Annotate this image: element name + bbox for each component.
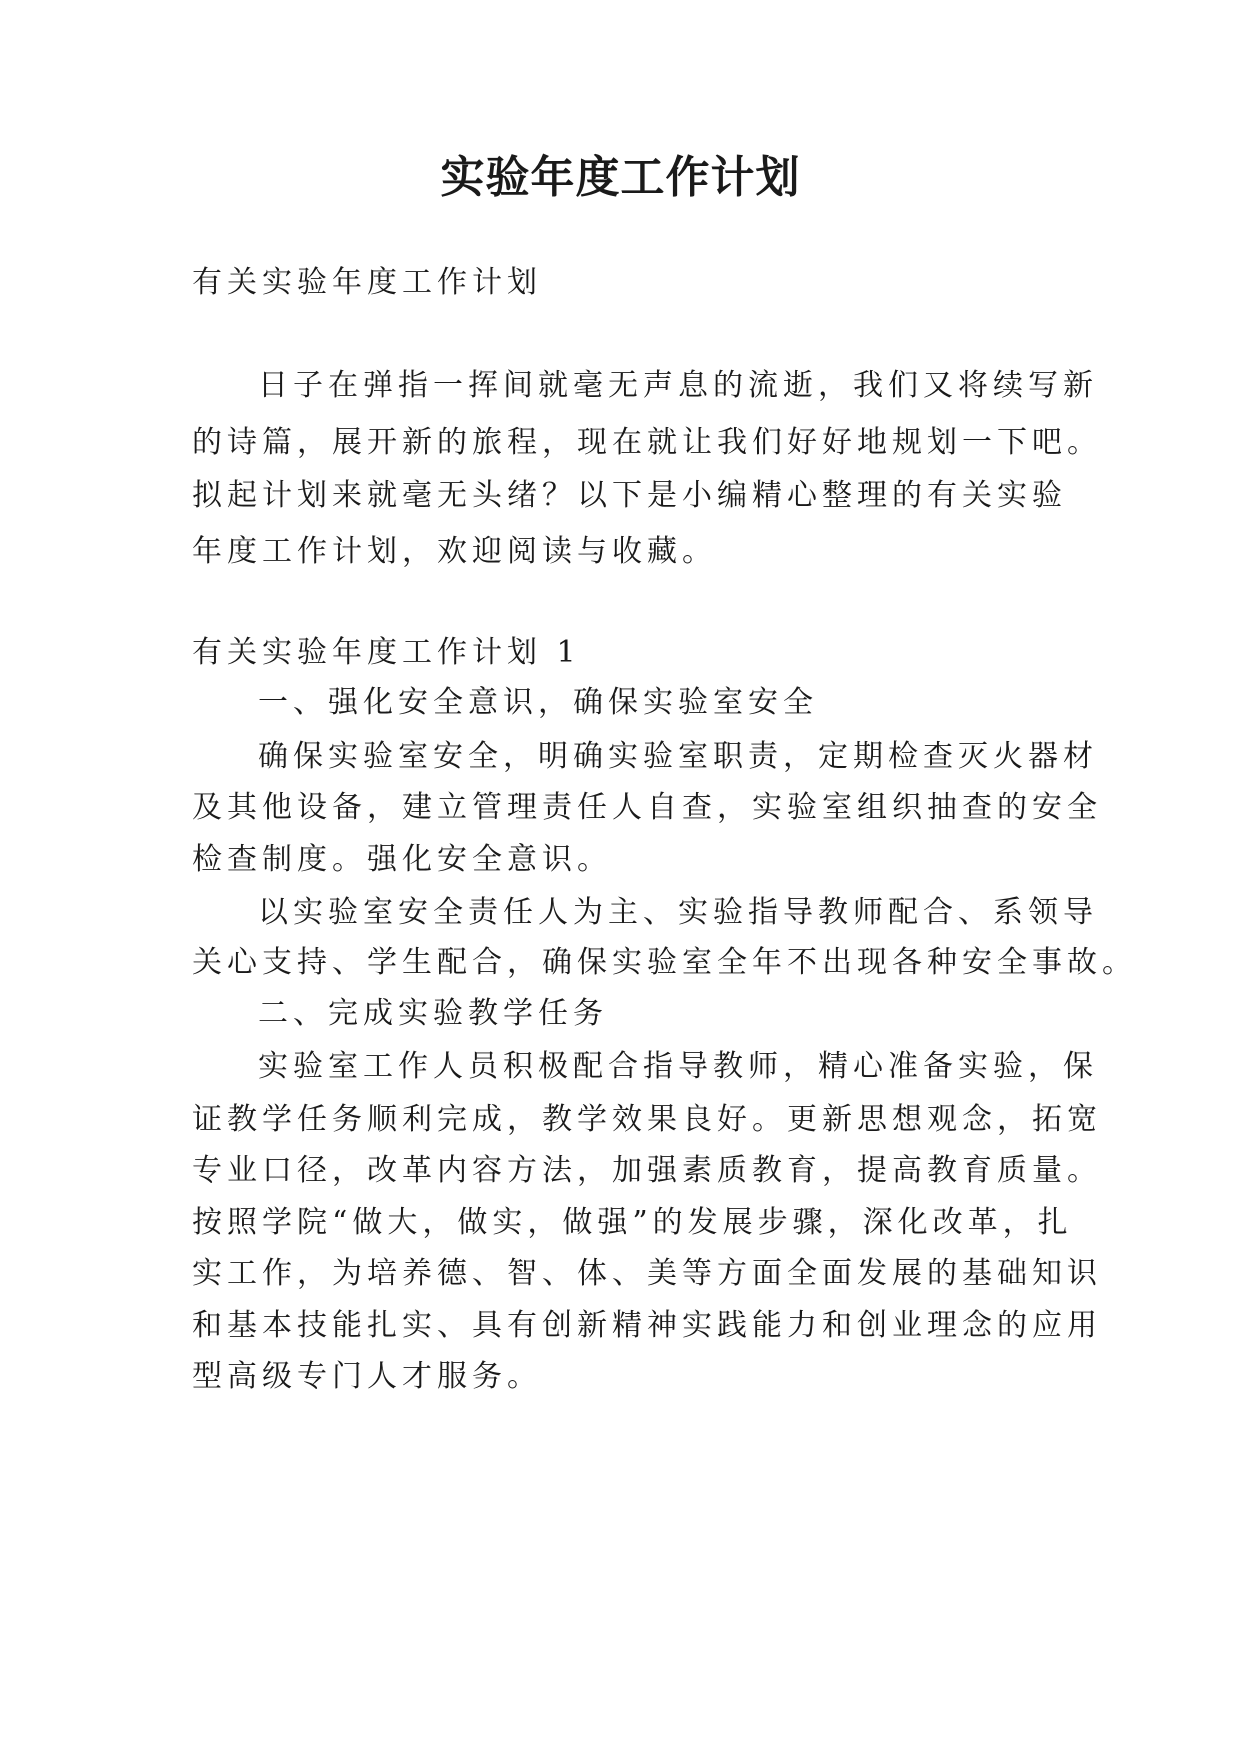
paragraph-line: 以实验室安全责任人为主、实验指导教师配合、系领导 <box>258 895 1098 930</box>
intro-line: 的诗篇，展开新的旅程，现在就让我们好好地规划一下吧。 <box>192 425 1102 460</box>
paragraph-line: 证教学任务顺利完成，教学效果良好。更新思想观念，拓宽 <box>192 1102 1102 1137</box>
paragraph-line: 按照学院“做大，做实，做强”的发展步骤，深化改革，扎 <box>192 1205 1073 1240</box>
document-subtitle: 有关实验年度工作计划 <box>192 265 542 300</box>
heading-teaching: 二、完成实验教学任务 <box>258 996 608 1031</box>
heading-safety: 一、强化安全意识，确保实验室安全 <box>258 685 818 720</box>
paragraph-line: 关心支持、学生配合，确保实验室全年不出现各种安全事故。 <box>192 945 1137 980</box>
paragraph-line: 专业口径，改革内容方法，加强素质教育，提高教育质量。 <box>192 1153 1102 1188</box>
section-heading: 有关实验年度工作计划 1 <box>192 635 581 670</box>
intro-line: 年度工作计划，欢迎阅读与收藏。 <box>192 534 717 569</box>
intro-line: 拟起计划来就毫无头绪？以下是小编精心整理的有关实验 <box>192 478 1067 513</box>
paragraph-line: 和基本技能扎实、具有创新精神实践能力和创业理念的应用 <box>192 1308 1102 1343</box>
paragraph-line: 及其他设备，建立管理责任人自查，实验室组织抽查的安全 <box>192 790 1102 825</box>
document-title: 实验年度工作计划 <box>440 152 801 203</box>
paragraph-line: 型高级专门人才服务。 <box>192 1359 542 1394</box>
paragraph-line: 检查制度。强化安全意识。 <box>192 842 612 877</box>
paragraph-line: 实工作，为培养德、智、体、美等方面全面发展的基础知识 <box>192 1256 1102 1291</box>
paragraph-line: 实验室工作人员积极配合指导教师，精心准备实验，保 <box>258 1049 1098 1084</box>
intro-line: 日子在弹指一挥间就毫无声息的流逝，我们又将续写新 <box>258 368 1098 403</box>
paragraph-line: 确保实验室安全，明确实验室职责，定期检查灭火器材 <box>258 739 1098 774</box>
